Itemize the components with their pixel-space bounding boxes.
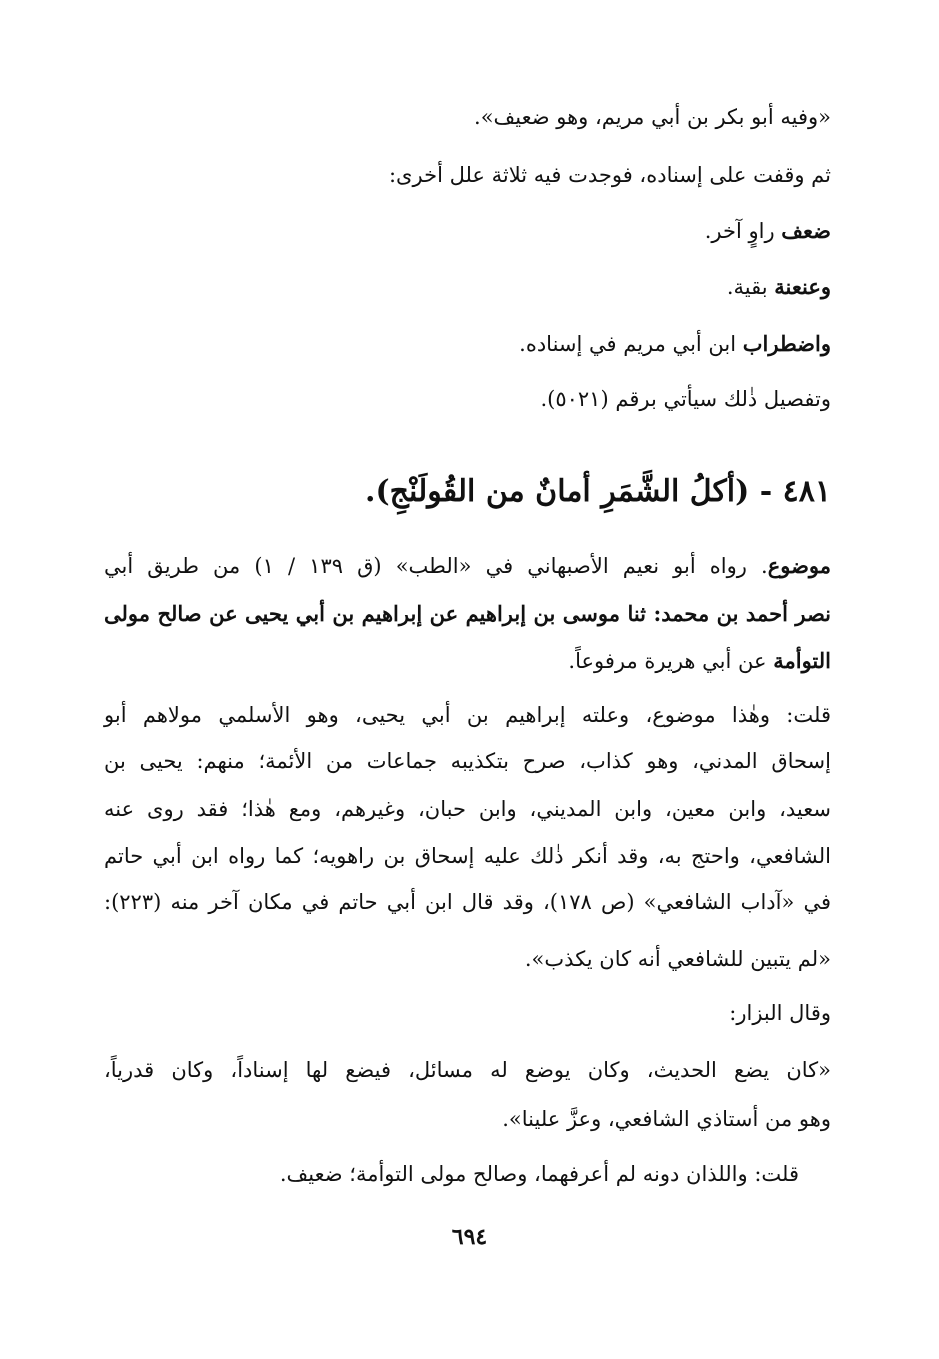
text-line: وقال البزار: [729,1001,831,1025]
hadith-heading: ٤٨١ - (أكلُ الشَّمَرِ أمانٌ من القُولَنْجِ). [365,474,831,509]
paragraph-line: في «آداب الشافعي» (ص ١٧٨)، وقد قال ابن أبي حاتم في مكان آخر منه (٢٢٣): [104,890,831,914]
paragraph-line: موضوع. رواه أبو نعيم الأصبهاني في «الطب» (ق ١٣٩ / ١) من طريق أبي [104,553,831,578]
text-line: قلت: واللذان دونه لم أعرفهما، وصالح مولى التوأمة؛ ضعيف. [279,1162,799,1186]
quote-line: «وفيه أبو بكر بن أبي مريم، وهو ضعيف». [474,105,831,129]
paragraph-line: التوأمة عن أبي هريرة مرفوعاً. [568,648,831,673]
paragraph-line: إسحاق المدني، وهو كذاب، صرح بتكذيبه جماعات من الأئمة؛ منهم: يحيى بن [104,749,831,773]
paragraph-line: سعيد، وابن معين، وابن المديني، وابن حبان، وغيرهم، ومع هٰذا؛ فقد روى عنه [104,797,831,821]
text-line: واضطراب ابن أبي مريم في إسناده. [519,331,831,356]
quote-line: «كان يضع الحديث، وكان يوضع له مسائل، فيضع لها إسناداً، وكان قدرياً، [104,1058,831,1082]
page-number: ٦٩٤ [451,1224,488,1250]
text-line: ثم وقفت على إسناده، فوجدت فيه ثلاثة علل أخرى: [388,163,831,187]
quote-line: وهو من أستاذي الشافعي، وعزَّ علينا». [502,1107,831,1131]
quote-line: «لم يتبين للشافعي أنه كان يكذب». [524,947,831,971]
paragraph-line: نصر أحمد بن محمد: ثنا موسى بن إبراهيم عن إبراهيم بن أبي يحيى عن صالح مولى [104,601,831,626]
text-line: ضعف راوٍ آخر. [704,218,831,243]
text-line: وعنعنة بقية. [726,274,831,299]
text-line: وتفصيل ذٰلك سيأتي برقم (٥٠٢١). [540,387,831,411]
paragraph-line: قلت: وهٰذا موضوع، وعلته إبراهيم بن أبي يحيى، وهو الأسلمي مولاهم أبو [104,703,831,727]
paragraph-line: الشافعي، واحتج به، وقد أنكر ذٰلك عليه إسحاق بن راهويه؛ كما رواه ابن أبي حاتم [104,844,831,868]
